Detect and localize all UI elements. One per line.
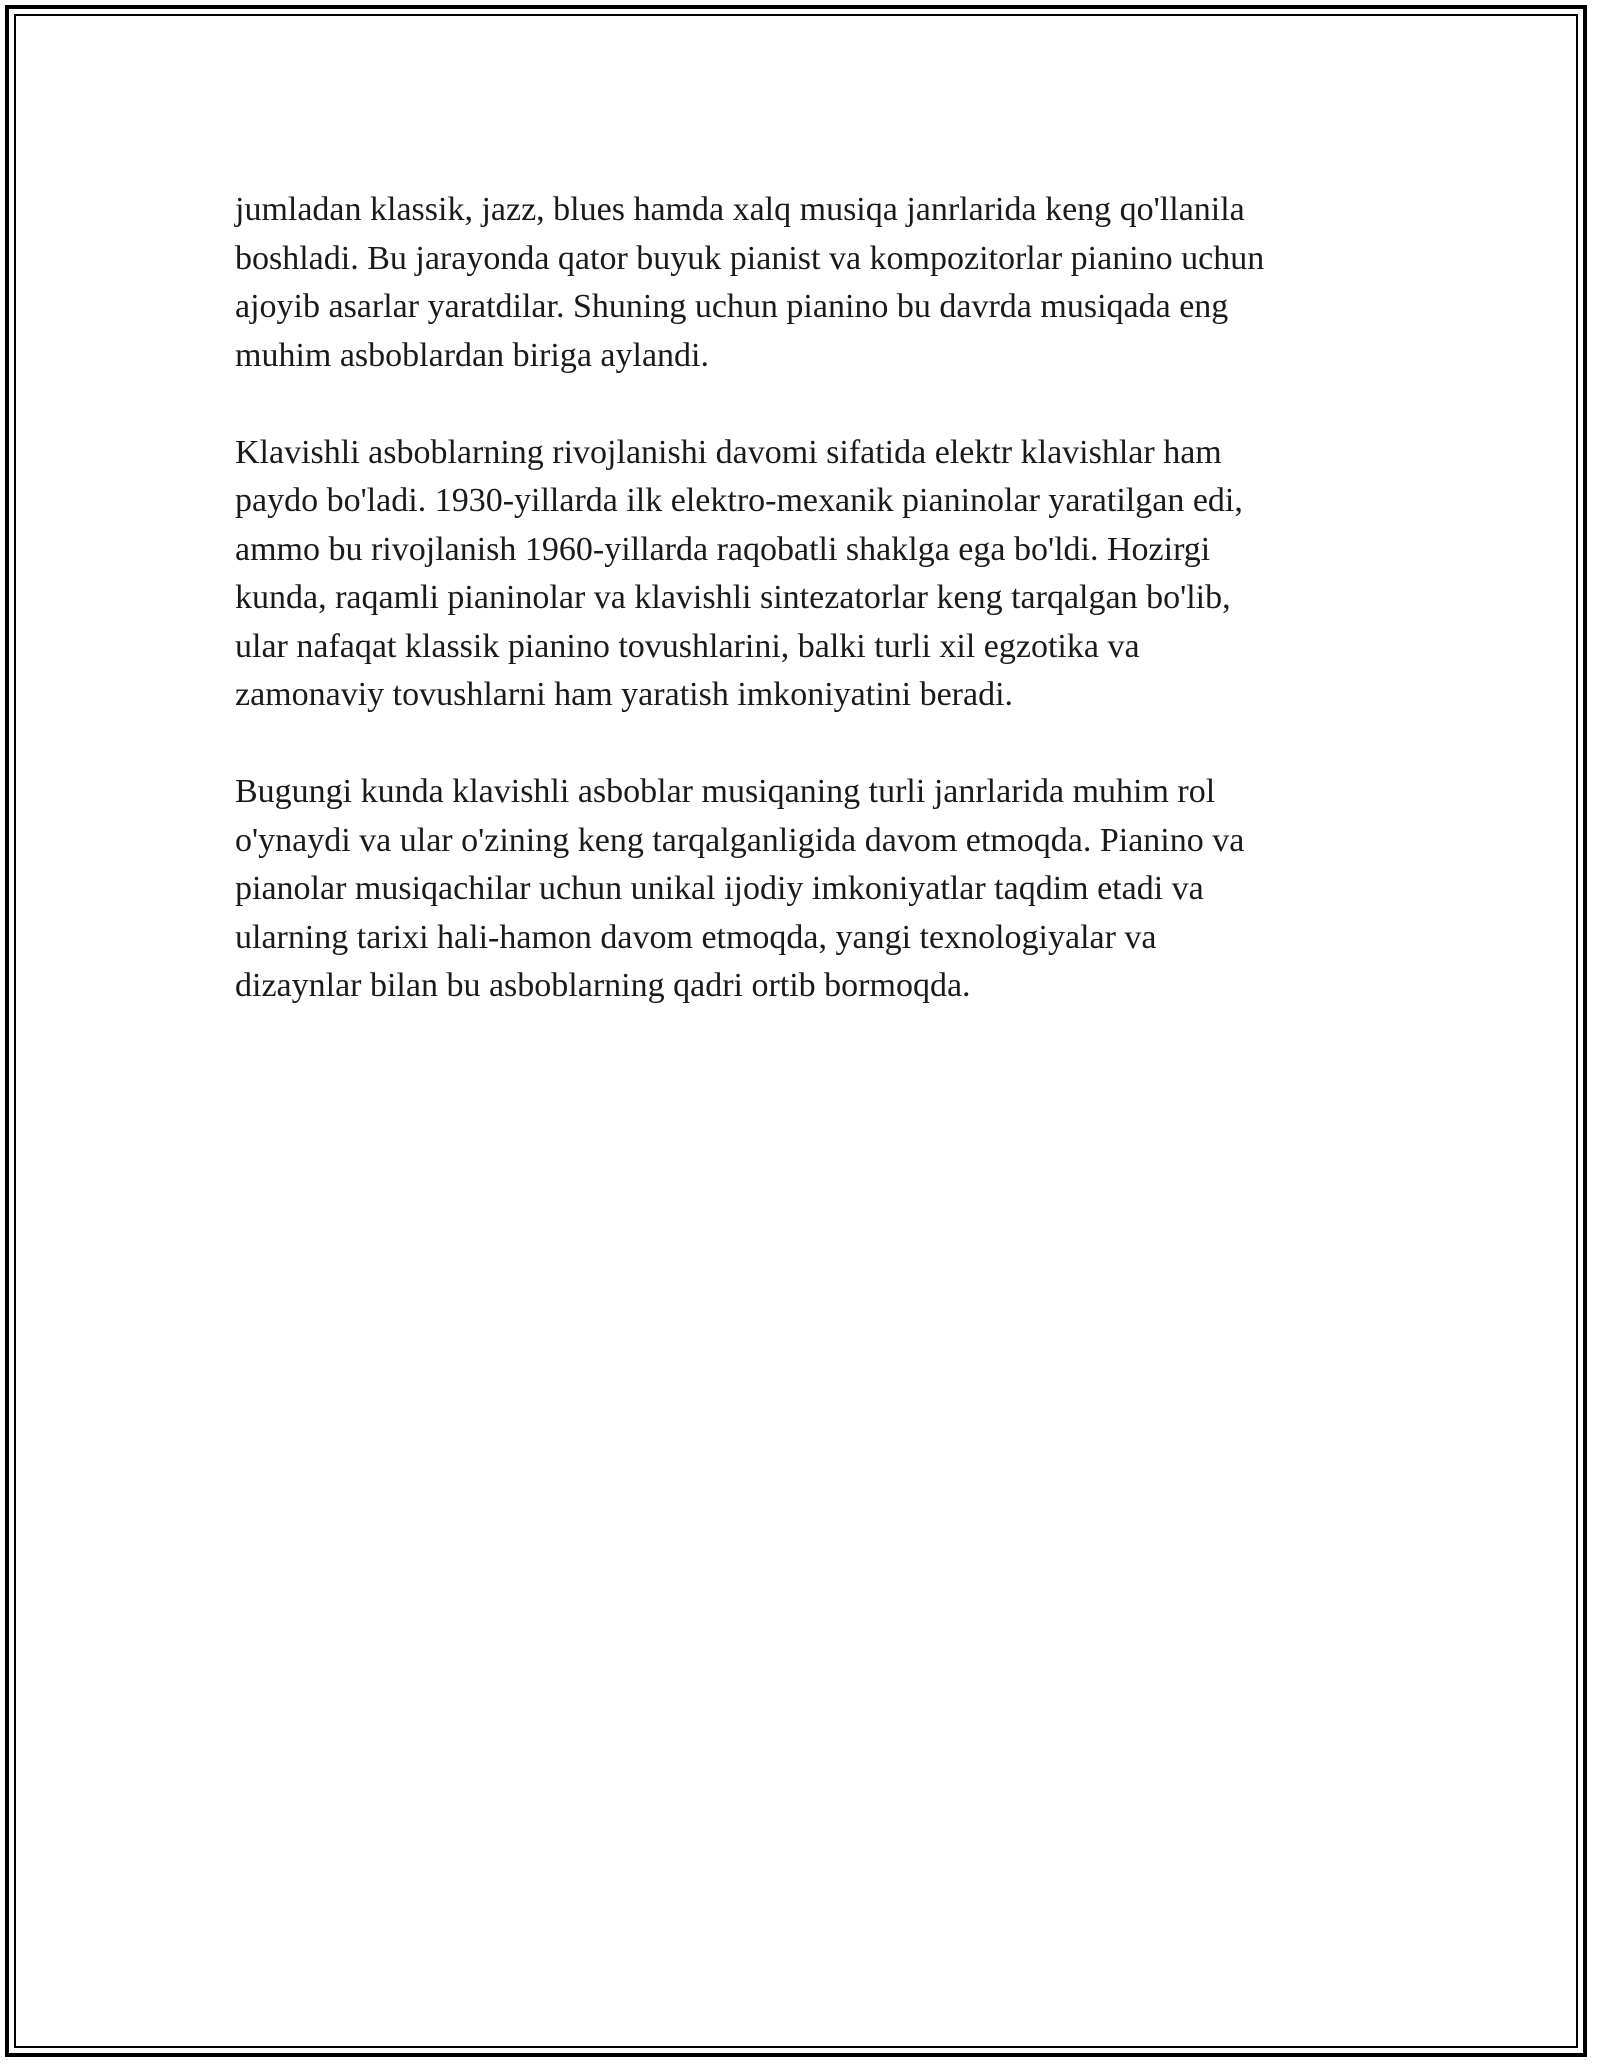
paragraph-2: Klavishli asboblarning rivojlanishi davomi sifatida elektr klavishlar ham paydo bo'ladi. 1930-yillarda ilk elektro-mexanik pianinolar yaratilgan edi, ammo bu rivojlanish 1960-yillarda raqobatli shaklga ega bo'ldi. Hozirgi kunda, raqamli pianinolar va klavishli sintezatorlar keng tarqalgan bo'lib, ular nafaqat klassik pianino tovushlarini, balki turli xil egzotika va zamonaviy tovushlarni ham yaratish imkoniyatini beradi.: [235, 433, 1243, 713]
paragraph-1: jumladan klassik, jazz, blues hamda xalq musiqa janrlarida keng qo'llanila boshladi. Bu jarayonda qator buyuk pianist va kompozitorlar pianino uchun ajoyib asarlar yaratdilar. Shuning uchun pianino bu davrda musiqada eng muhim asboblardan biriga aylandi.: [235, 191, 1265, 374]
paragraph-3: Bugungi kunda klavishli asboblar musiqaning turli janrlarida muhim rol o'ynaydi va ular o'zining keng tarqalganligida davom etmoqda. Pianino va pianolar musiqachilar uchun unikal ijodiy imkoniyatlar taqdim etadi va ularning tarixi hali-hamon davom etmoqda, yangi texnologiyalar va dizaynlar bilan bu asboblarning qadri ortib bormoqda.: [235, 773, 1245, 1004]
document-body: [235, 186, 1375, 1059]
